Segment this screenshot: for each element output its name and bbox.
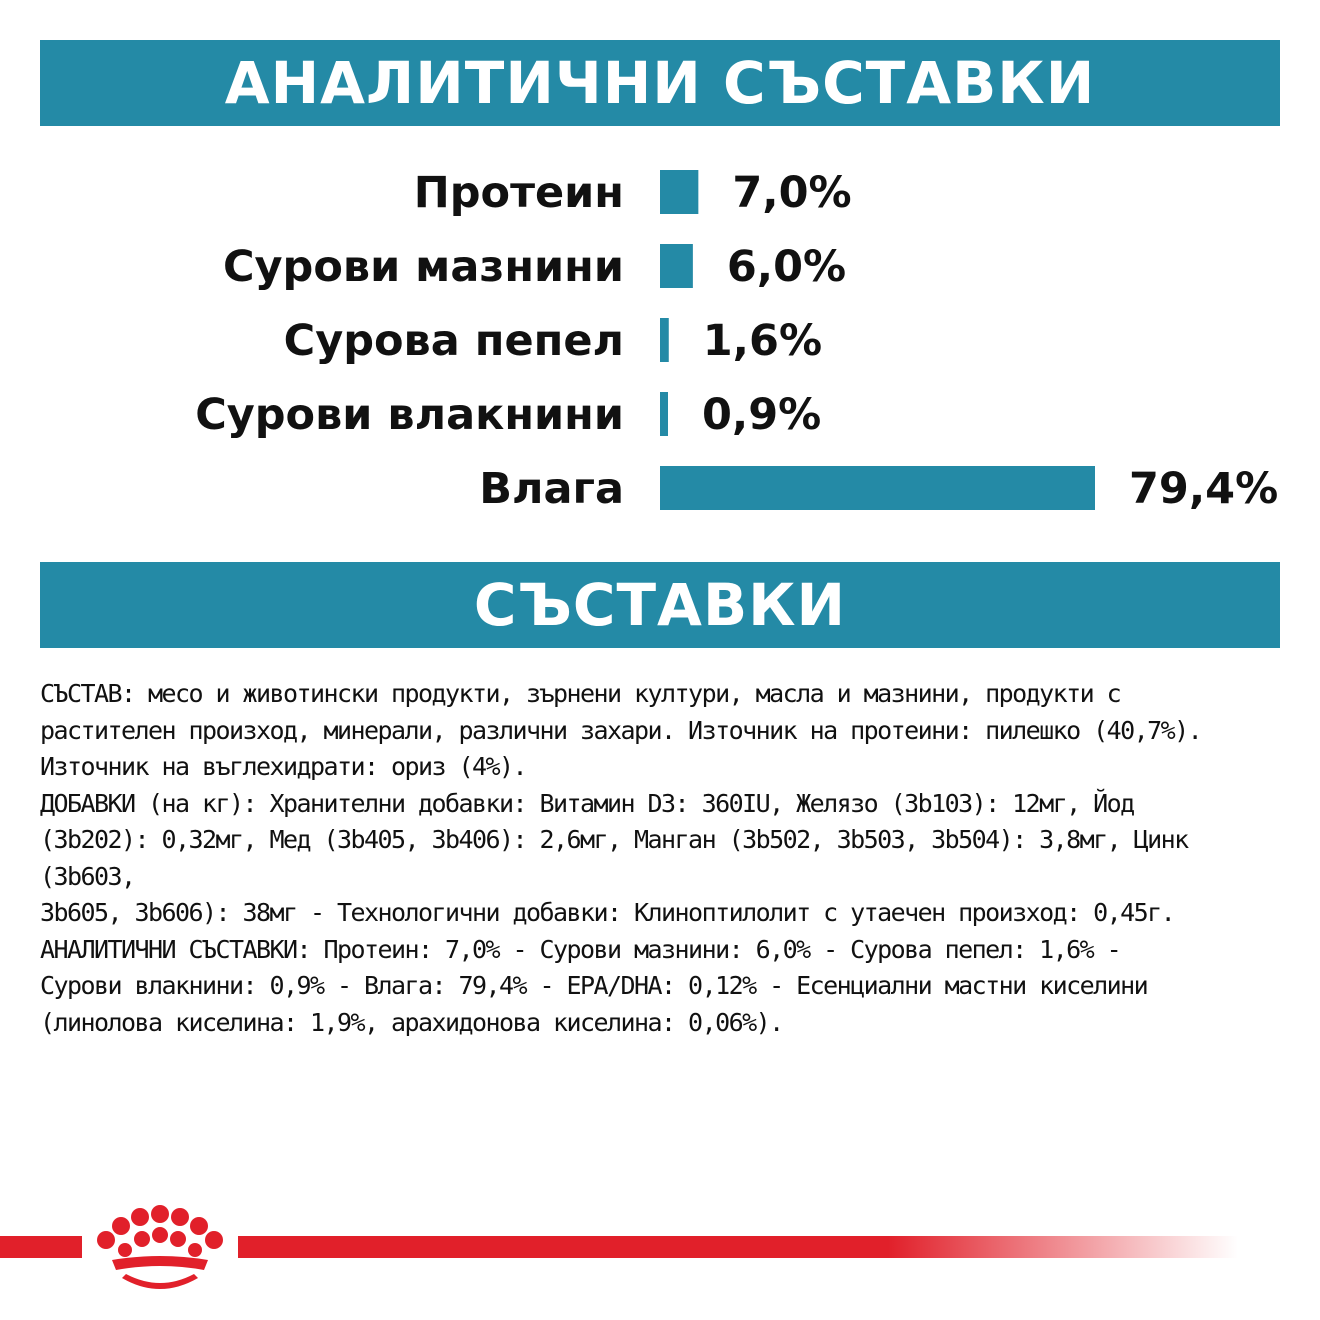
ingredients-line: АНАЛИТИЧНИ СЪСТАВКИ: Протеин: 7,0% - Сурови мазнини: 6,0% - Сурова пепел: 1,6% - [40,934,1121,964]
category-label: Сурова пепел [283,316,624,366]
royal-canin-crown-logo-icon [97,1205,223,1289]
value-label: 79,4% [1129,464,1279,514]
analytics-bar-chart [0,150,1320,530]
ingredients-line: Източник на въглехидрати: ориз (4%). [40,752,527,781]
ingredients-line: растителен произход, минерали, различни захари. Източник на протеини: пилешко (40,7%). [40,715,1202,745]
ingredients-line: Сурови влакнини: 0,9% - Влага: 79,4% - EPA/DHA: 0,12% - Есенциални мастни киселини [40,971,1148,1000]
ingredients-header [40,562,1280,648]
analytics-header-title: АНАЛИТИЧНИ СЪСТАВКИ [224,49,1096,117]
value-label: 6,0% [726,242,847,292]
bar [660,318,669,362]
ingredients-line: (3b202): 0,32мг, Мед (3b405, 3b406): 2,6мг, Манган (3b502, 3b503, 3b504): 3,8мг, Цинк (3b603, [40,825,1188,891]
category-label: Протеин [413,168,624,218]
footer-red-line-left [0,1236,82,1258]
ingredients-line: (линолова киселина: 1,9%, арахидонова киселина: 0,06%). [40,1007,783,1037]
category-label: Влага [479,464,624,514]
ingredients-header-title: СЪСТАВКИ [473,571,847,639]
category-label: Сурови влакнини [195,390,624,440]
bar [660,244,693,288]
bar [660,466,1095,510]
bar [660,170,698,214]
ingredients-text [40,676,1290,1041]
footer-red-line-right [238,1236,1238,1258]
value-label: 1,6% [702,316,823,366]
value-label: 0,9% [702,390,822,440]
ingredients-line: СЪСТАВ: месо и животински продукти, зърнени култури, масла и мазнини, продукти с [40,679,1121,708]
value-label: 7,0% [732,168,852,218]
bar [660,392,668,436]
ingredients-line: ДОБАВКИ (на кг): Хранителни добавки: Витамин D3: 360IU, Желязо (3b103): 12мг, Йод [40,788,1134,818]
category-label: Сурови мазнини [222,242,624,292]
analytics-header [40,40,1280,126]
ingredients-line: 3b605, 3b606): 38мг - Технологични добавки: Клиноптилолит с утаечен произход: 0,45г. [40,898,1175,927]
footer-brand-strip [0,1200,1320,1300]
